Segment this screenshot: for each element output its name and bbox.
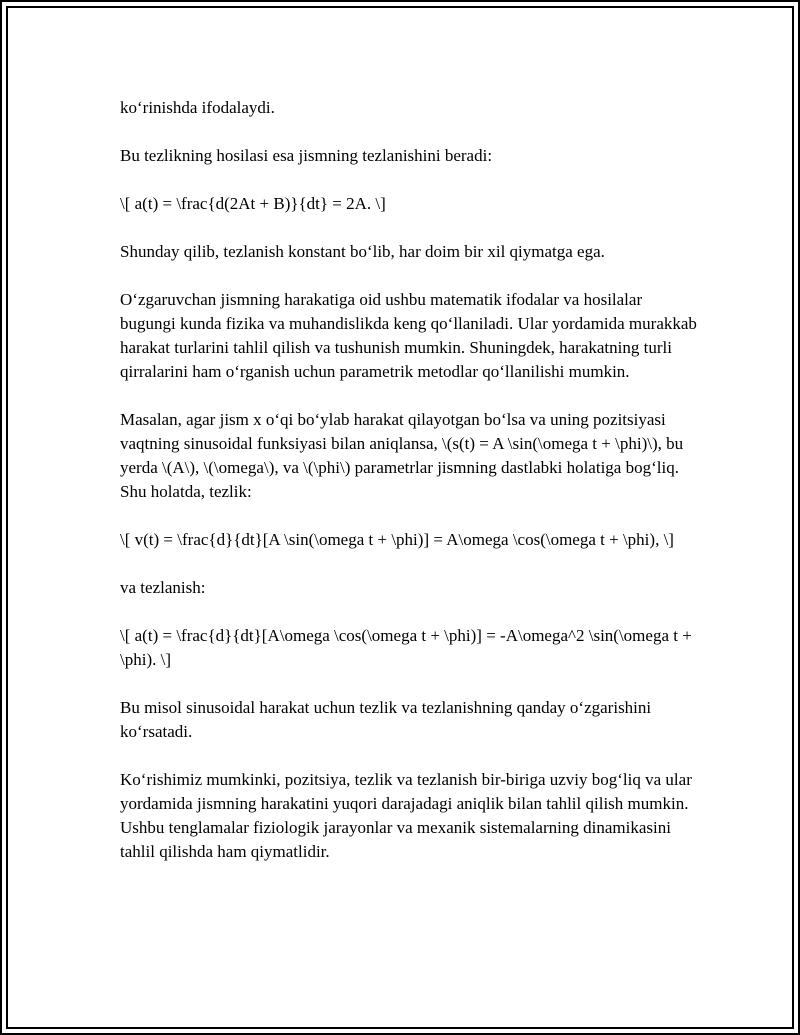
paragraph-example-summary: Bu misol sinusoidal harakat uchun tezlik va tezlanishning qanday o‘zgarishini ko‘rsatadi.	[120, 698, 652, 741]
paragraph-constant-acceleration: Shunday qilib, tezlanish konstant bo‘lib, har doim bir xil qiymatga ega.	[120, 242, 605, 261]
equation-velocity: \[ v(t) = \frac{d}{dt}[A \sin(\omega t + \phi)] = A\omega \cos(\omega t + \phi), \]	[120, 530, 674, 549]
paragraph-acceleration-intro: Bu tezlikning hosilasi esa jismning tezlanishini beradi:	[120, 146, 493, 165]
equation-acceleration: \[ a(t) = \frac{d(2At + B)}{dt} = 2A. \]	[120, 194, 386, 213]
paragraph-applications: O‘zgaruvchan jismning harakatiga oid ushbu matematik ifodalar va hosilalar bugungi kunda fizika va muhandislikda keng qo‘llaniladi. Ular yordamida murakkab harakat turlarini tahlil qilish va tushunish mumkin. Shuningdek, harakatning turli qirralarini ham o‘rganish uchun parametrik metodlar qo‘llanilishi mumkin.	[120, 290, 697, 381]
equation-sinusoidal-acceleration: \[ a(t) = \frac{d}{dt}[A\omega \cos(\omega t + \phi)] = -A\omega^2 \sin(\omega t + \phi). \]	[120, 626, 692, 669]
paragraph-conclusion: Ko‘rishimiz mumkinki, pozitsiya, tezlik va tezlanish bir-biriga uzviy bog‘liq va ular yordamida jismning harakatini yuqori darajadagi aniqlik bilan tahlil qilish mumkin. Ushbu tenglamalar fiziologik jarayonlar va mexanik sistemalarning dinamikasini tahlil qilishda ham qiymatlidir.	[120, 770, 692, 861]
paragraph-continuation: ko‘rinishda ifodalaydi.	[120, 98, 275, 117]
paragraph-acceleration-label: va tezlanish:	[120, 578, 206, 597]
paragraph-sinusoidal-example: Masalan, agar jism x o‘qi bo‘ylab harakat qilayotgan bo‘lsa va uning pozitsiyasi vaqtning sinusoidal funksiyasi bilan aniqlansa, \(s(t) = A \sin(\omega t + \phi)\), bu yerda \(A\), \(\omega\), va \(\phi\) parametrlar jismning dastlabki holatiga bog‘liq. Shu holatda, tezlik:	[120, 410, 684, 501]
document-body	[120, 96, 700, 888]
